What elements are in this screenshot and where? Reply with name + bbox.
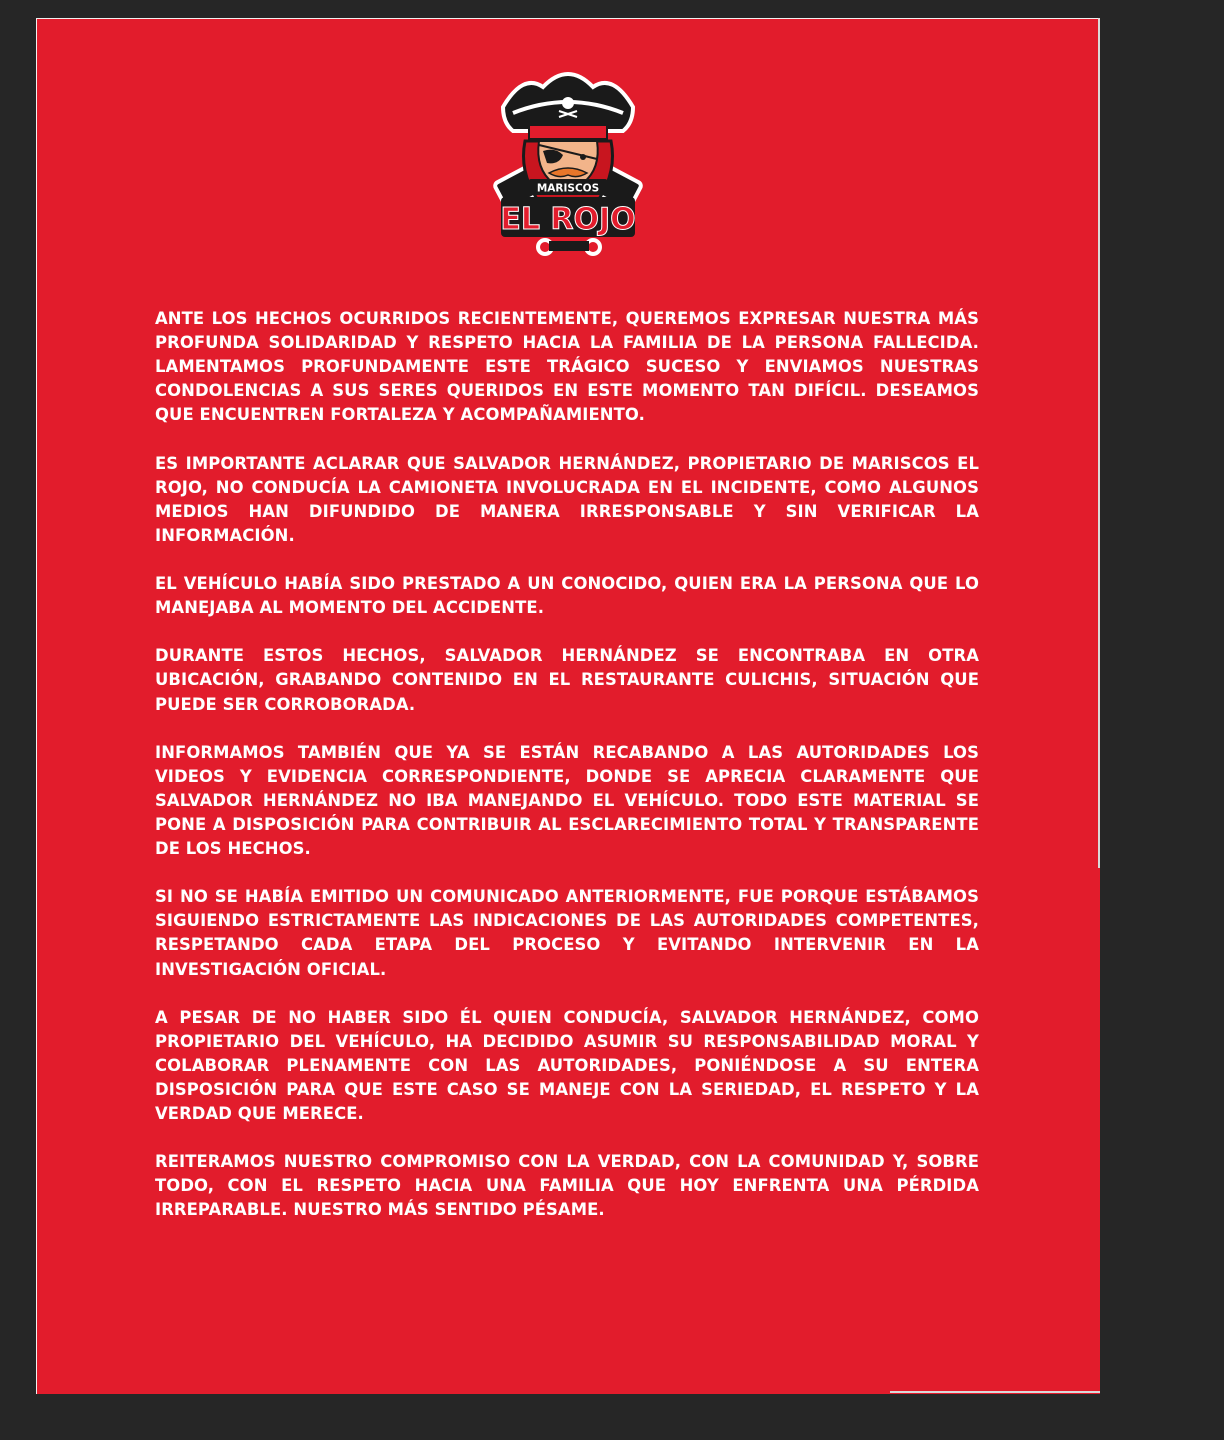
statement-body [155, 307, 979, 1247]
mariscos-el-rojo-logo [483, 51, 653, 263]
pirate-logo-icon [483, 51, 653, 263]
statement-page [36, 18, 1100, 1394]
paragraph: INFORMAMOS TAMBIÉN QUE YA SE ESTÁN RECABANDO A LAS AUTORIDADES LOS VIDEOS Y EVIDENCIA CORRESPONDIENTE, DONDE SE APRECIA CLARAMENTE QUE SALVADOR HERNÁNDEZ NO IBA MANEJANDO EL VEHÍCULO. TODO ESTE MATERIAL SE PONE A DISPOSICIÓN PARA CONTRIBUIR AL ESCLARECIMIENTO TOTAL Y TRANSPARENTE DE LOS HECHOS. [155, 742, 979, 859]
page-edge [890, 1391, 1100, 1393]
paragraph: A PESAR DE NO HABER SIDO ÉL QUIEN CONDUCÍA, SALVADOR HERNÁNDEZ, COMO PROPIETARIO DEL VEHÍCULO, HA DECIDIDO ASUMIR SU RESPONSABILIDAD MORAL Y COLABORAR PLENAMENTE CON LAS AUTORIDADES, PONIÉNDOSE A SU ENTERA DISPOSICIÓN PARA QUE ESTE CASO SE MANEJE CON LA SERIEDAD, EL RESPETO Y LA VERDAD QUE MERECE. [155, 1007, 979, 1124]
paragraph: DURANTE ESTOS HECHOS, SALVADOR HERNÁNDEZ SE ENCONTRABA EN OTRA UBICACIÓN, GRABANDO CONTENIDO EN EL RESTAURANTE CULICHIS, SITUACIÓN QUE PUEDE SER CORROBORADA. [155, 646, 979, 714]
page-edge [1098, 18, 1100, 868]
paragraph: SI NO SE HABÍA EMITIDO UN COMUNICADO ANTERIORMENTE, FUE PORQUE ESTÁBAMOS SIGUIENDO ESTRICTAMENTE LAS INDICACIONES DE LAS AUTORIDADES COMPETENTES, RESPETANDO CADA ETAPA DEL PROCESO Y EVITANDO INTERVENIR EN LA INVESTIGACIÓN OFICIAL. [155, 887, 979, 979]
paragraph: EL VEHÍCULO HABÍA SIDO PRESTADO A UN CONOCIDO, QUIEN ERA LA PERSONA QUE LO MANEJABA AL MOMENTO DEL ACCIDENTE. [155, 574, 979, 618]
paragraph: ES IMPORTANTE ACLARAR QUE SALVADOR HERNÁNDEZ, PROPIETARIO DE MARISCOS EL ROJO, NO CONDUCÍA LA CAMIONETA INVOLUCRADA EN EL INCIDENTE, COMO ALGUNOS MEDIOS HAN DIFUNDIDO DE MANERA IRRESPONSABLE Y SIN VERIFICAR LA INFORMACIÓN. [155, 453, 979, 545]
logo-top-text: MARISCOS [536, 182, 600, 195]
paragraph: ANTE LOS HECHOS OCURRIDOS RECIENTEMENTE, QUEREMOS EXPRESAR NUESTRA MÁS PROFUNDA SOLIDARIDAD Y RESPETO HACIA LA FAMILIA DE LA PERSONA FALLECIDA. LAMENTAMOS PROFUNDAMENTE ESTE TRÁGICO SUCESO Y ENVIAMOS NUESTRAS CONDOLENCIAS A SUS SERES QUERIDOS EN ESTE MOMENTO TAN DIFÍCIL. DESEAMOS QUE ENCUENTREN FORTALEZA Y ACOMPAÑAMIENTO. [155, 309, 979, 425]
paragraph: REITERAMOS NUESTRO COMPROMISO CON LA VERDAD, CON LA COMUNIDAD Y, SOBRE TODO, CON EL RESPETO HACIA UNA FAMILIA QUE HOY ENFRENTA UNA PÉRDIDA IRREPARABLE. NUESTRO MÁS SENTIDO PÉSAME. [155, 1152, 979, 1220]
logo-main-text: EL ROJO [500, 202, 636, 237]
